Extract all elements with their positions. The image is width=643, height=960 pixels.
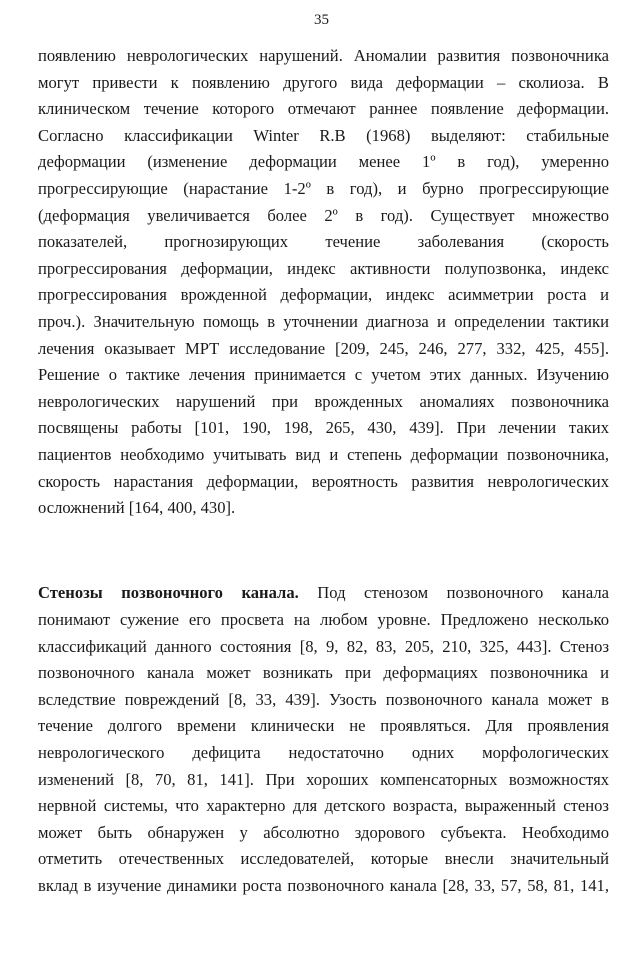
text-line: Решение о тактике лечения принимается с учетом этих данных. Изучению (38, 365, 609, 385)
text-line: могут привести к появлению другого вида деформации – сколиоза. В (38, 72, 609, 92)
paragraph-heading-line (38, 579, 609, 606)
text-line: проч.). Значительную помощь в уточнении диагноза и определении тактики (38, 312, 609, 331)
text-line: Согласно классификации Winter R.B (1968) выделяют: стабильные (38, 125, 609, 145)
text-line: неврологического дефицита недостаточно одних морфологических (38, 743, 609, 762)
text-line: деформации (изменение деформации менее 1º в год), умеренно (38, 152, 609, 172)
text-line: позвоночного канала может возникать при деформациях позвоночника и (38, 663, 609, 683)
text-line: скорость нарастания деформации, вероятность развития неврологических (38, 471, 609, 491)
text-line: понимают сужение его просвета на любом уровне. Предложено несколько (38, 610, 609, 629)
text-line: течение долгого времени клинически не проявляться. Для проявления (38, 716, 609, 736)
text-line: пациентов необходимо учитывать вид и степень деформации позвоночника, (38, 445, 609, 464)
text-line: нервной системы, что характерно для детского возраста, выраженный стеноз (38, 796, 609, 816)
text-line: изменений [8, 70, 81, 141]. При хороших компенсаторных возможностях (38, 769, 609, 789)
text-line: неврологических нарушений при врожденных аномалиях позвоночника (38, 391, 609, 411)
text-line: показателей, прогнозирующих течение заболевания (скорость (38, 232, 609, 252)
text-line: прогрессирования врожденной деформации, индекс асимметрии роста и (38, 285, 609, 305)
page-number: 35 (314, 12, 329, 28)
text-line: прогрессирующие (нарастание 1-2º в год), и бурно прогрессирующие (38, 179, 609, 198)
text-line: классификаций данного состояния [8, 9, 82, 83, 205, 210, 325, 443]. Стеноз (38, 636, 609, 656)
text-line: (деформация увеличивается более 2º в год). Существует множество (38, 205, 609, 225)
text-line: клиническом течение которого отмечают раннее появление деформации. (38, 99, 609, 119)
text-line: вклад в изучение динамики роста позвоночного канала [28, 33, 57, 58, 81, 141, (38, 876, 609, 895)
text-line: может быть обнаружен у абсолютно здорового субъекта. Необходимо (38, 822, 609, 842)
text-line: отметить отечественных исследователей, которые внесли значительный (38, 849, 609, 869)
text-line: лечения оказывает МРТ исследование [209, 245, 246, 277, 332, 425, 455]. (38, 338, 609, 358)
text-line: осложнений [164, 400, 430]. (38, 498, 236, 518)
section-heading-stenosis: Стенозы позвоночного канала. (38, 583, 299, 602)
heading-line-text: Под стенозом позвоночного канала (298, 583, 609, 602)
text-line: посвящены работы [101, 190, 198, 265, 430, 439]. При лечении таких (38, 418, 609, 438)
text-line: прогрессирования деформации, индекс активности полупозвонка, индекс (38, 258, 609, 278)
text-line: появлению неврологических нарушений. Аномалии развития позвоночника (38, 46, 609, 65)
text-line: вследствие повреждений [8, 33, 439]. Узость позвоночного канала может в (38, 689, 609, 709)
